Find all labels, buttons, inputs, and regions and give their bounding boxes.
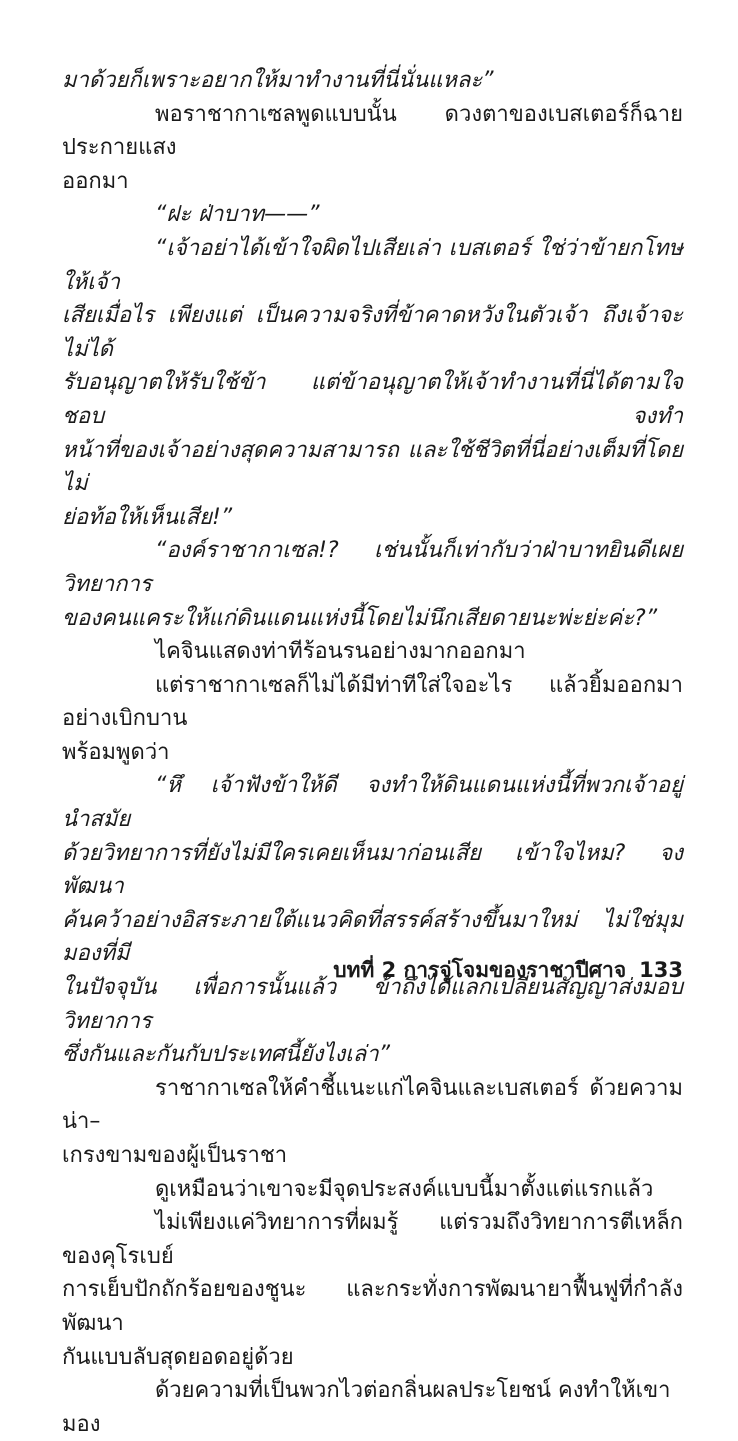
page-text-column	[62, 64, 683, 1441]
paragraph	[62, 98, 683, 199]
text-line: แต่ราชากาเซลก็ไม่ได้มีท่าทีใส่ใจอะไร แล้วยิ้มออกมาอย่างเบิกบาน	[62, 672, 683, 732]
text-line: ดูเหมือนว่าเขาจะมีจุดประสงค์แบบนี้มาตั้งแต่แรกแล้ว	[155, 1176, 654, 1202]
footer-chapter-title: บทที่ 2 การจู่โจมของราชาปีศาจ	[333, 958, 627, 982]
text-line: “องค์ราชากาเซล!? เช่นนั้นก็เท่ากับว่าฝ่าบาทยินดีเผยวิทยาการ	[62, 538, 683, 597]
text-line: ซึ่งกันและกันกับประเทศนี้ยังไงเล่า”	[62, 1042, 390, 1068]
text-line: กันแบบลับสุดยอดอยู่ด้วย	[62, 1344, 294, 1370]
text-line: มาด้วยก็เพราะอยากให้มาทำงานที่นี่นั่นแหละ”	[62, 68, 494, 93]
text-line: ราชากาเซลให้คำชี้แนะแก่ไคจินและเบสเตอร์ ด้วยความน่า–	[62, 1075, 683, 1135]
text-line: หน้าที่ของเจ้าอย่างสุดความสามารถ และใช้ชีวิตที่นี่อย่างเต็มที่โดยไม่	[62, 437, 683, 497]
footer-page-number: 133	[639, 958, 683, 982]
paragraph	[62, 232, 683, 534]
paragraph	[62, 534, 683, 635]
text-line: การเย็บปักถักร้อยของชูนะ และกระทั่งการพัฒนายาฟื้นฟูที่กำลังพัฒนา	[62, 1277, 683, 1336]
paragraph	[62, 1173, 683, 1207]
paragraph	[62, 1072, 683, 1173]
text-line: พอราชากาเซลพูดแบบนั้น ดวงตาของเบสเตอร์ก็ฉายประกายแสง	[62, 101, 683, 161]
text-line: ด้วยวิทยาการที่ยังไม่มีใครเคยเห็นมาก่อนเสีย เข้าใจไหม? จงพัฒนา	[62, 840, 683, 900]
paragraph	[62, 1206, 683, 1374]
text-line: ด้วยความที่เป็นพวกไวต่อกลิ่นผลประโยชน์ คงทำให้เขามอง	[62, 1378, 671, 1437]
text-line: พร้อมพูดว่า	[62, 739, 170, 765]
paragraph	[62, 64, 683, 98]
text-line: ในปัจจุบัน เพื่อการนั้นแล้ว ข้าถึงได้แลกเปลี่ยนสัญญาส่งมอบวิทยาการ	[62, 975, 683, 1034]
page-footer	[333, 957, 683, 983]
text-line: ไคจินแสดงท่าทีร้อนรนอย่างมากออกมา	[155, 639, 526, 665]
text-line: “ฝะ ฝ่าบาท——”	[155, 202, 320, 228]
paragraph	[62, 635, 683, 669]
text-line: “เจ้าอย่าได้เข้าใจผิดไปเสียเล่า เบสเตอร์ ใช่ว่าข้ายกโทษให้เจ้า	[62, 235, 683, 295]
paragraph	[62, 769, 683, 1071]
text-line: ค้นคว้าอย่างอิสระภายใต้แนวคิดที่สรรค์สร้างขึ้นมาใหม่ ไม่ใช่มุมมองที่มี	[62, 907, 683, 967]
text-line: ออกมา	[62, 168, 129, 194]
text-line: ไม่เพียงแค่วิทยาการที่ผมรู้ แต่รวมถึงวิทยาการตีเหล็กของคุโรเบย์	[62, 1210, 683, 1269]
paragraph	[62, 198, 683, 232]
text-line: รับอนุญาตให้รับใช้ข้า แต่ข้าอนุญาตให้เจ้าทำงานที่นี่ได้ตามใจชอบ จงทำ	[62, 370, 683, 429]
text-line: เกรงขามของผู้เป็นราชา	[62, 1143, 288, 1168]
text-line: ย่อท้อให้เห็นเสีย!”	[62, 504, 233, 530]
text-line: ของคนแคระให้แก่ดินแดนแห่งนี้โดยไม่นึกเสียดายนะพ่ะย่ะค่ะ?”	[62, 605, 658, 631]
paragraph	[62, 669, 683, 770]
text-line: “หึ เจ้าฟังข้าให้ดี จงทำให้ดินแดนแห่งนี้ที่พวกเจ้าอยู่ นำสมัย	[62, 773, 683, 833]
text-line: เสียเมื่อไร เพียงแต่ เป็นความจริงที่ข้าคาดหวังในตัวเจ้า ถึงเจ้าจะไม่ได้	[62, 303, 683, 362]
paragraph	[62, 1374, 683, 1441]
